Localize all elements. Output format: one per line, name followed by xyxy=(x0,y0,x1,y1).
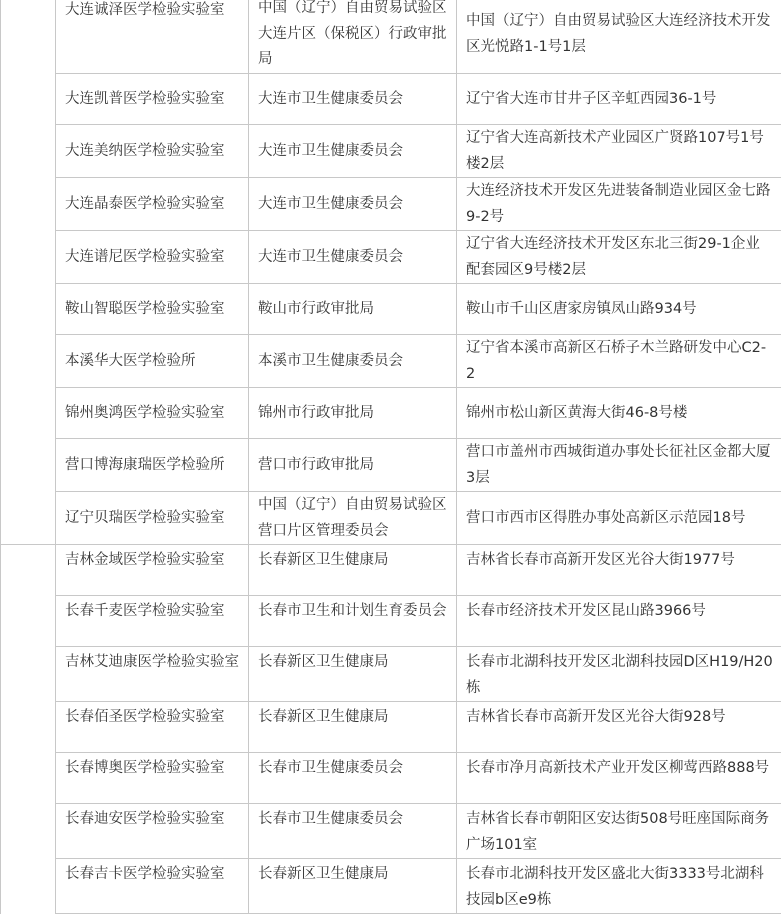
approval-authority-cell: 大连市卫生健康委员会 xyxy=(249,125,457,178)
lab-name-cell: 长春博奥医学检验实验室 xyxy=(56,753,249,804)
table-row xyxy=(1,753,781,804)
address-cell: 鞍山市千山区唐家房镇凤山路934号 xyxy=(457,284,781,335)
address-cell: 长春市北湖科技开发区北湖科技园D区H19/H20栋 xyxy=(457,647,781,702)
region-cell-liaoning xyxy=(1,0,56,545)
address-cell: 辽宁省大连经济技术开发区东北三街29-1企业配套园区9号楼2层 xyxy=(457,231,781,284)
approval-authority-cell: 长春市卫生和计划生育委员会 xyxy=(249,596,457,647)
address-cell: 吉林省长春市朝阳区安达街508号旺座国际商务广场101室 xyxy=(457,804,781,859)
address-cell: 锦州市松山新区黄海大街46-8号楼 xyxy=(457,388,781,439)
table-row xyxy=(1,388,781,439)
table-row xyxy=(1,0,781,74)
lab-name-cell: 吉林金域医学检验实验室 xyxy=(56,545,249,596)
address-cell: 营口市西市区得胜办事处高新区示范园18号 xyxy=(457,492,781,545)
approval-authority-cell: 鞍山市行政审批局 xyxy=(249,284,457,335)
table-row xyxy=(1,335,781,388)
table-row xyxy=(1,492,781,545)
lab-name-cell: 大连美纳医学检验实验室 xyxy=(56,125,249,178)
approval-authority-cell: 长春市卫生健康委员会 xyxy=(249,804,457,859)
approval-authority-cell: 中国（辽宁）自由贸易试验区营口片区管理委员会 xyxy=(249,492,457,545)
address-cell: 辽宁省本溪市高新区石桥子木兰路研发中心C2-2 xyxy=(457,335,781,388)
lab-name-cell: 大连凯普医学检验实验室 xyxy=(56,74,249,125)
table-row xyxy=(1,804,781,859)
address-cell: 吉林省长春市高新开发区光谷大街1977号 xyxy=(457,545,781,596)
table-row xyxy=(1,125,781,178)
lab-name-cell: 鞍山智聪医学检验实验室 xyxy=(56,284,249,335)
approval-authority-cell: 大连市卫生健康委员会 xyxy=(249,74,457,125)
table-row xyxy=(1,231,781,284)
address-cell: 长春市净月高新技术产业开发区柳莺西路888号 xyxy=(457,753,781,804)
table-row xyxy=(1,284,781,335)
approval-authority-cell: 大连市卫生健康委员会 xyxy=(249,178,457,231)
lab-name-cell: 大连诚泽医学检验实验室 xyxy=(56,0,249,74)
approval-authority-cell: 营口市行政审批局 xyxy=(249,439,457,492)
table-row xyxy=(1,439,781,492)
table-row xyxy=(1,702,781,753)
table-row xyxy=(1,74,781,125)
table-row xyxy=(1,545,781,596)
lab-name-cell: 锦州奥鸿医学检验实验室 xyxy=(56,388,249,439)
table-row xyxy=(1,178,781,231)
lab-name-cell: 大连晶泰医学检验实验室 xyxy=(56,178,249,231)
address-cell: 长春市北湖科技开发区盛北大街3333号北湖科技园b区e9栋 xyxy=(457,859,781,914)
lab-name-cell: 长春千麦医学检验实验室 xyxy=(56,596,249,647)
address-cell: 中国（辽宁）自由贸易试验区大连经济技术开发区光悦路1-1号1层 xyxy=(457,0,781,74)
approval-authority-cell: 长春新区卫生健康局 xyxy=(249,702,457,753)
lab-name-cell: 吉林艾迪康医学检验实验室 xyxy=(56,647,249,702)
approval-authority-cell: 长春新区卫生健康局 xyxy=(249,545,457,596)
address-cell: 辽宁省大连高新技术产业园区广贤路107号1号楼2层 xyxy=(457,125,781,178)
approval-authority-cell: 长春新区卫生健康局 xyxy=(249,859,457,914)
lab-name-cell: 长春佰圣医学检验实验室 xyxy=(56,702,249,753)
approval-authority-cell: 长春市卫生健康委员会 xyxy=(249,753,457,804)
lab-name-cell: 本溪华大医学检验所 xyxy=(56,335,249,388)
lab-name-cell: 大连谱尼医学检验实验室 xyxy=(56,231,249,284)
address-cell: 辽宁省大连市甘井子区辛虹西园36-1号 xyxy=(457,74,781,125)
approval-authority-cell: 长春新区卫生健康局 xyxy=(249,647,457,702)
table-row xyxy=(1,859,781,914)
approval-authority-cell: 本溪市卫生健康委员会 xyxy=(249,335,457,388)
lab-name-cell: 长春迪安医学检验实验室 xyxy=(56,804,249,859)
region-cell-jilin xyxy=(1,545,56,914)
address-cell: 营口市盖州市西城街道办事处长征社区金都大厦3层 xyxy=(457,439,781,492)
table-row xyxy=(1,647,781,702)
approval-authority-cell: 锦州市行政审批局 xyxy=(249,388,457,439)
approval-authority-cell: 中国（辽宁）自由贸易试验区大连片区（保税区）行政审批局 xyxy=(249,0,457,74)
address-cell: 大连经济技术开发区先进装备制造业园区金七路9-2号 xyxy=(457,178,781,231)
address-cell: 长春市经济技术开发区昆山路3966号 xyxy=(457,596,781,647)
lab-name-cell: 营口博海康瑞医学检验所 xyxy=(56,439,249,492)
lab-name-cell: 长春吉卡医学检验实验室 xyxy=(56,859,249,914)
lab-name-cell: 辽宁贝瑞医学检验实验室 xyxy=(56,492,249,545)
approval-authority-cell: 大连市卫生健康委员会 xyxy=(249,231,457,284)
table-row xyxy=(1,596,781,647)
address-cell: 吉林省长春市高新开发区光谷大街928号 xyxy=(457,702,781,753)
